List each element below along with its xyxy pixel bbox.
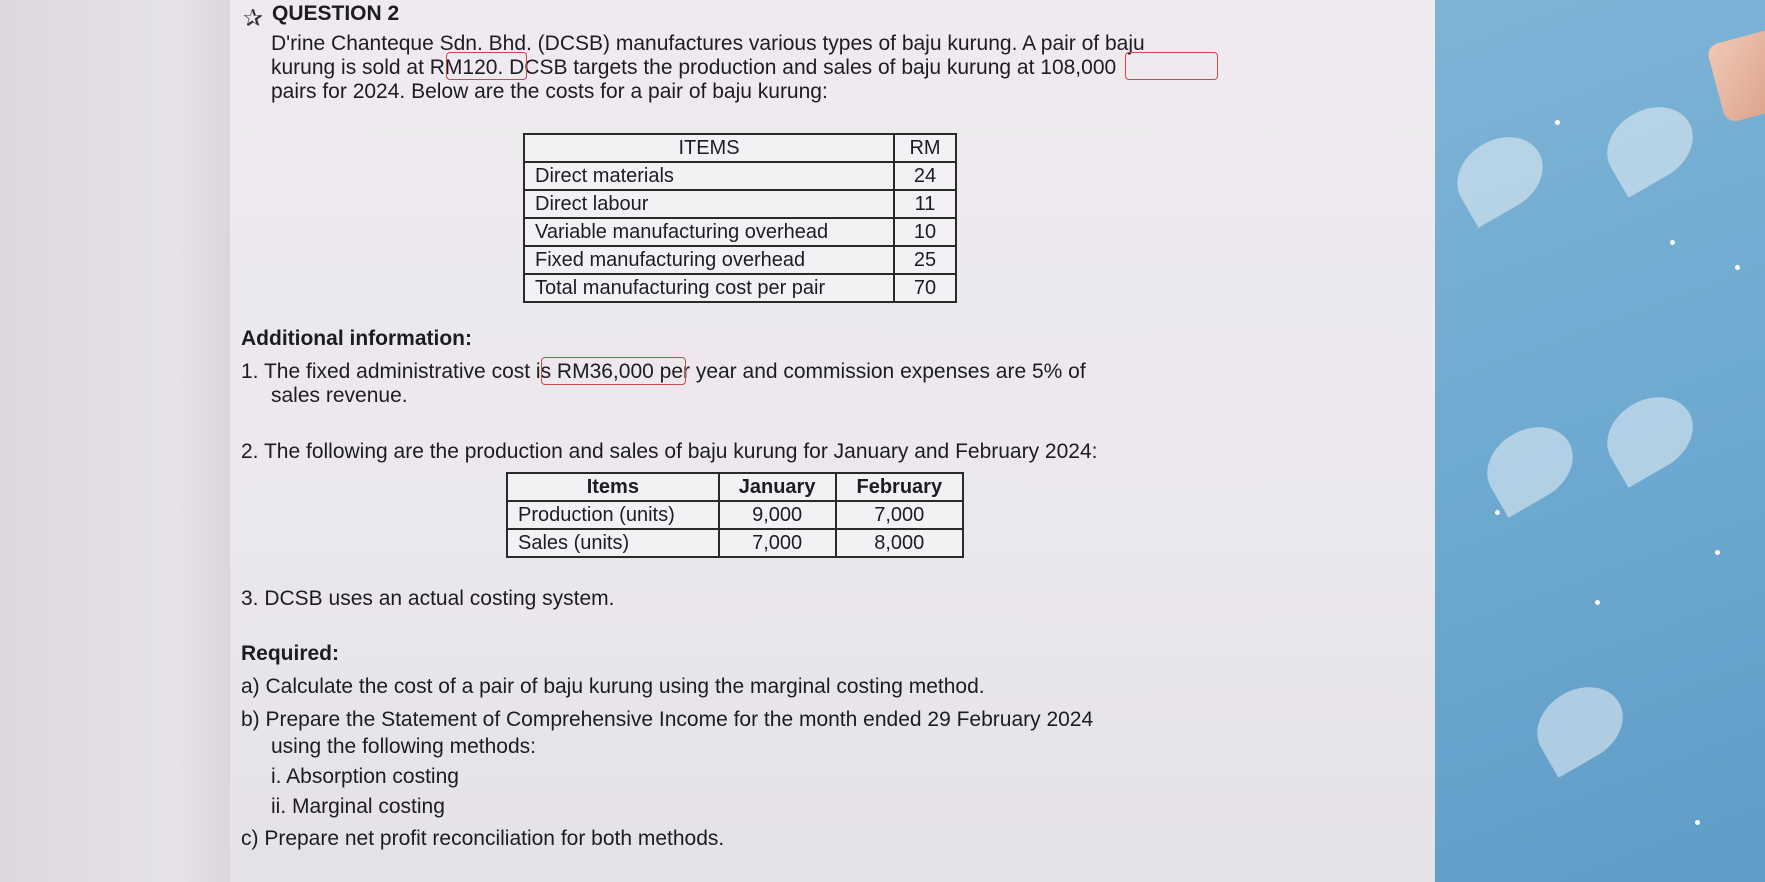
required-heading: Required: (241, 642, 340, 665)
prod-february: 7,000 (836, 501, 963, 529)
highlight-target (1125, 52, 1218, 80)
production-table (506, 472, 964, 558)
cost-value: 11 (894, 190, 956, 218)
prod-february: 8,000 (836, 529, 963, 557)
required-a: a) Calculate the cost of a pair of baju kurung using the marginal costing method. (241, 675, 985, 698)
cost-value: 70 (894, 274, 956, 302)
left-page (0, 0, 250, 882)
cost-value: 10 (894, 218, 956, 246)
cost-value: 25 (894, 246, 956, 274)
prod-item: Production (units) (507, 501, 719, 529)
cost-item: Direct materials (524, 162, 894, 190)
additional-item-1-line-2: sales revenue. (271, 384, 408, 407)
highlight-admin-cost (541, 357, 686, 385)
prod-header-february: February (836, 473, 963, 501)
cost-header-items: ITEMS (524, 134, 894, 162)
prod-header-items: Items (507, 473, 719, 501)
highlight-price (446, 52, 527, 80)
table-row (507, 501, 963, 529)
additional-item-1-line-1: 1. The fixed administrative cost is RM36,000 per year and commission expenses are 5% of (241, 360, 1086, 383)
required-b-line-2: using the following methods: (271, 735, 536, 758)
cost-table (523, 133, 957, 303)
intro-line-1: D'rine Chanteque Sdn. Bhd. (DCSB) manufactures various types of baju kurung. A pair of baju (271, 32, 1145, 55)
required-c: c) Prepare net profit reconciliation for both methods. (241, 827, 725, 850)
additional-heading: Additional information: (241, 327, 472, 350)
required-b-ii: ii. Marginal costing (271, 795, 445, 818)
background-cloth (1435, 0, 1765, 882)
prod-january: 7,000 (719, 529, 836, 557)
cost-item: Variable manufacturing overhead (524, 218, 894, 246)
question-heading: QUESTION 2 (272, 2, 400, 25)
cost-item: Fixed manufacturing overhead (524, 246, 894, 274)
table-row (524, 162, 956, 190)
additional-item-2: 2. The following are the production and sales of baju kurung for January and February 2024: (241, 440, 1098, 463)
cost-item: Direct labour (524, 190, 894, 218)
table-row (524, 246, 956, 274)
cost-item: Total manufacturing cost per pair (524, 274, 894, 302)
star-icon: ✰ (243, 5, 264, 32)
prod-header-january: January (719, 473, 836, 501)
required-b-line-1: b) Prepare the Statement of Comprehensive Income for the month ended 29 February 2024 (241, 708, 1094, 731)
cost-header-rm: RM (894, 134, 956, 162)
cost-value: 24 (894, 162, 956, 190)
intro-line-3: pairs for 2024. Below are the costs for a pair of baju kurung: (271, 80, 828, 103)
table-row (507, 529, 963, 557)
required-b-i: i. Absorption costing (271, 765, 459, 788)
additional-item-3: 3. DCSB uses an actual costing system. (241, 587, 615, 610)
table-row (524, 190, 956, 218)
table-row (524, 274, 956, 302)
prod-january: 9,000 (719, 501, 836, 529)
prod-item: Sales (units) (507, 529, 719, 557)
intro-line-2: kurung is sold at RM120. DCSB targets the production and sales of baju kurung at 108,000 (271, 56, 1117, 79)
table-row (524, 218, 956, 246)
